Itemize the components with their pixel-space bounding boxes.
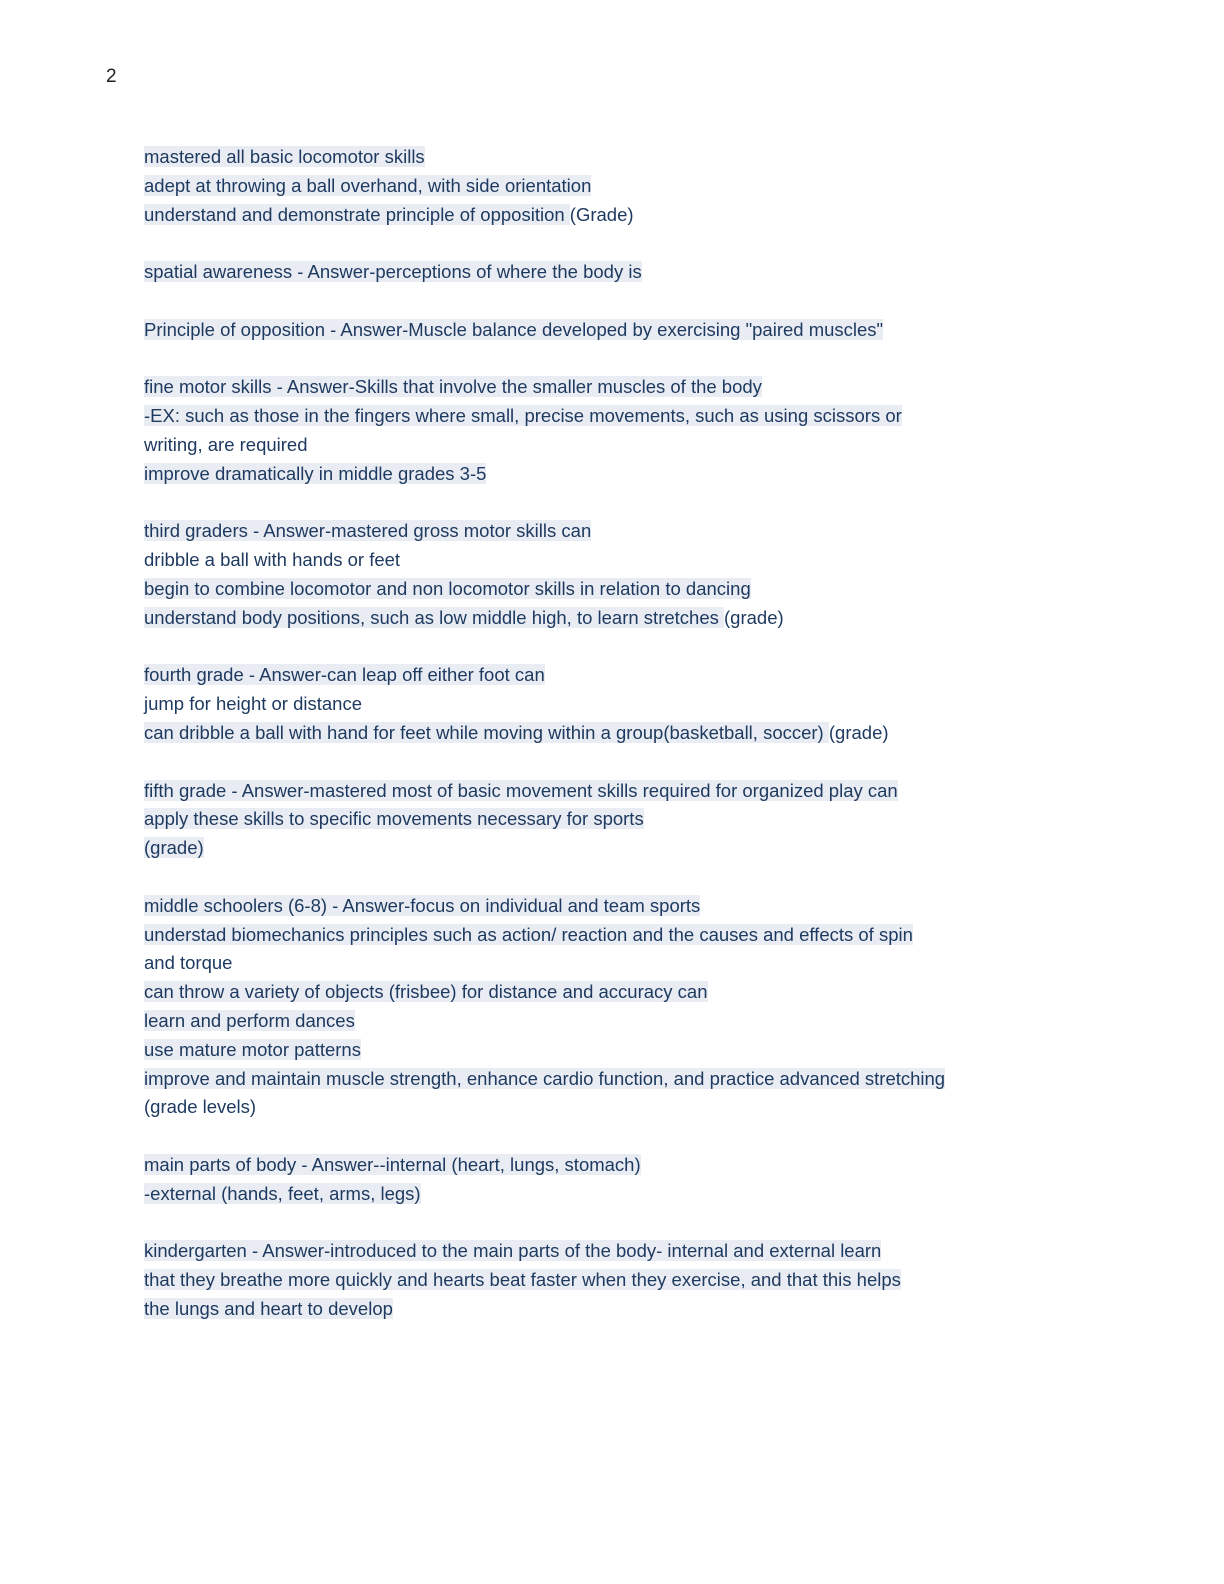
text-line [144, 546, 1104, 575]
plain-text: (Grade) [569, 203, 634, 225]
highlighted-text: fifth grade - Answer-mastered most of basic movement skills required for organized play can [144, 779, 898, 801]
highlighted-text: Principle of opposition - Answer-Muscle balance developed by exercising "paired muscles" [144, 318, 884, 340]
highlighted-text: adept at throwing a ball overhand, with side orientation [144, 174, 592, 196]
text-line [144, 892, 1104, 921]
text-line [144, 1266, 1104, 1295]
highlighted-text: can throw a variety of objects (frisbee) for distance and accuracy can [144, 981, 708, 1003]
text-line [144, 604, 1104, 633]
text-line [144, 373, 1104, 402]
text-line [144, 719, 1104, 748]
text-line [144, 1036, 1104, 1065]
highlighted-text: spatial awareness - Answer-perceptions of where the body is [144, 261, 642, 283]
paragraph [144, 258, 1104, 287]
highlighted-text: kindergarten - Answer-introduced to the main parts of the body- internal and external learn [144, 1240, 882, 1262]
text-line [144, 834, 1104, 863]
text-line [144, 575, 1104, 604]
text-line [144, 661, 1104, 690]
text-line [144, 258, 1104, 287]
highlighted-text: can dribble a ball with hand for feet while moving within a group(basketball, soccer) [144, 721, 829, 743]
text-line [144, 1007, 1104, 1036]
paragraph [144, 892, 1104, 1122]
highlighted-text: improve and maintain muscle strength, enhance cardio function, and practice advanced stretching [144, 1067, 946, 1089]
document-body [144, 143, 1104, 1352]
highlighted-text: understad biomechanics principles such as action/ reaction and the causes and effects of spin [144, 923, 913, 945]
plain-text: (grade) [724, 606, 784, 628]
paragraph [144, 373, 1104, 488]
text-line [144, 921, 1104, 950]
plain-text: (grade) [828, 721, 889, 743]
text-line [144, 201, 1104, 230]
text-line [144, 460, 1104, 489]
plain-text: writing, are required [144, 433, 308, 455]
paragraph [144, 1151, 1104, 1209]
text-line [144, 1093, 1104, 1122]
paragraph [144, 517, 1104, 632]
highlighted-text: -external (hands, feet, arms, legs) [144, 1182, 421, 1204]
highlighted-text: learn and perform dances [144, 1009, 355, 1031]
highlighted-text: understand body positions, such as low middle high, to learn stretches [144, 606, 724, 628]
paragraph [144, 143, 1104, 229]
plain-text: jump for height or distance [144, 693, 363, 715]
text-line [144, 1295, 1104, 1324]
plain-text: (grade levels) [144, 1096, 257, 1118]
highlighted-text: main parts of body - Answer--internal (heart, lungs, stomach) [144, 1153, 641, 1175]
text-line [144, 143, 1104, 172]
highlighted-text: begin to combine locomotor and non locomotor skills in relation to dancing [144, 577, 751, 599]
text-line [144, 949, 1104, 978]
highlighted-text: fine motor skills - Answer-Skills that involve the smaller muscles of the body [144, 376, 762, 398]
paragraph [144, 316, 1104, 345]
text-line [144, 690, 1104, 719]
text-line [144, 172, 1104, 201]
plain-text: and torque [144, 952, 233, 974]
text-line [144, 1065, 1104, 1094]
text-line [144, 1237, 1104, 1266]
paragraph [144, 777, 1104, 863]
text-line [144, 777, 1104, 806]
text-line [144, 316, 1104, 345]
highlighted-text: understand and demonstrate principle of opposition [144, 203, 570, 225]
highlighted-text: middle schoolers (6-8) - Answer-focus on individual and team sports [144, 894, 701, 916]
text-line [144, 517, 1104, 546]
highlighted-text: third graders - Answer-mastered gross motor skills can [144, 520, 592, 542]
highlighted-text: mastered all basic locomotor skills [144, 146, 425, 167]
paragraph [144, 1237, 1104, 1323]
text-line [144, 431, 1104, 460]
highlighted-text: -EX: such as those in the fingers where small, precise movements, such as using scissors or [144, 405, 902, 427]
highlighted-text: fourth grade - Answer-can leap off either foot can [144, 664, 545, 686]
text-line [144, 402, 1104, 431]
page-number: 2 [106, 66, 117, 87]
highlighted-text: (grade) [144, 837, 204, 859]
highlighted-text: that they breathe more quickly and hearts beat faster when they exercise, and that this helps [144, 1269, 901, 1291]
highlighted-text: improve dramatically in middle grades 3-5 [144, 462, 487, 484]
highlighted-text: the lungs and heart to develop [144, 1297, 393, 1319]
text-line [144, 1151, 1104, 1180]
highlighted-text: use mature motor patterns [144, 1038, 361, 1060]
text-line [144, 1180, 1104, 1209]
plain-text: dribble a ball with hands or feet [144, 549, 401, 571]
text-line [144, 805, 1104, 834]
paragraph [144, 661, 1104, 747]
highlighted-text: apply these skills to specific movements necessary for sports [144, 808, 644, 830]
text-line [144, 978, 1104, 1007]
